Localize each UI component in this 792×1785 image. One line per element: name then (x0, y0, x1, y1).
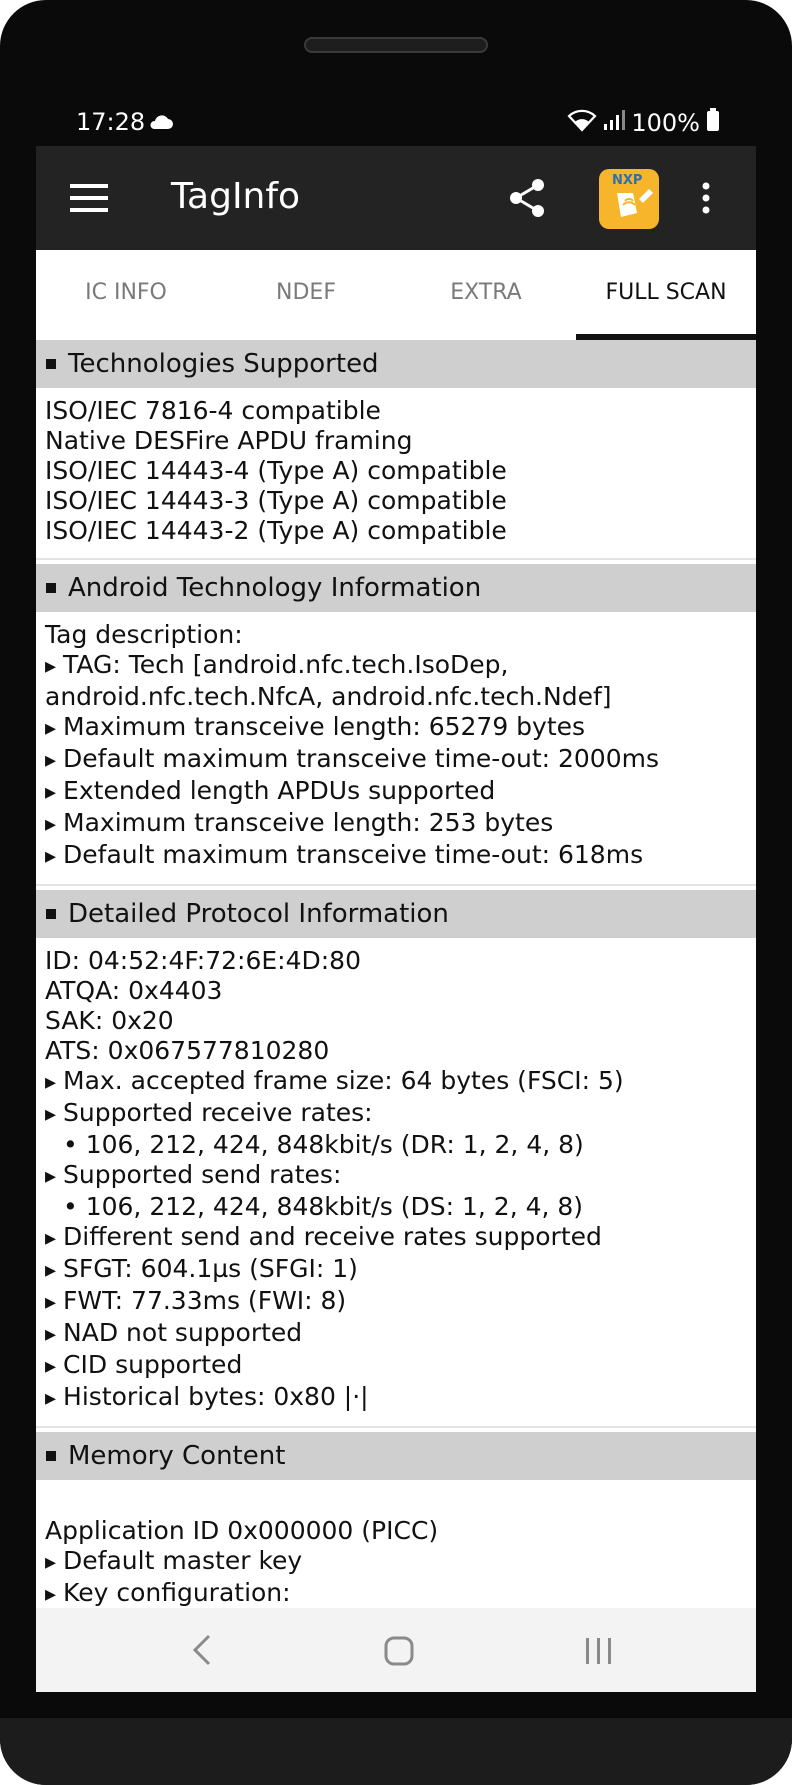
section-title: Android Technology Information (68, 573, 482, 603)
section-header (36, 1432, 756, 1480)
section-body (36, 388, 756, 560)
signal-icon (603, 109, 625, 137)
spacer (45, 1488, 748, 1516)
protocol-frame-size: ▸ Max. accepted frame size: 64 bytes (FSCI: 5) (45, 1066, 748, 1098)
section-header (36, 890, 756, 938)
share-icon[interactable] (508, 178, 546, 222)
protocol-cid: ▸ CID supported (45, 1350, 748, 1382)
section-title: Detailed Protocol Information (68, 899, 449, 929)
nxp-logo[interactable] (599, 169, 659, 229)
section-protocol (36, 890, 756, 1428)
android-item: ▸ Maximum transceive length: 65279 bytes (45, 712, 748, 744)
home-icon[interactable] (384, 1636, 414, 1670)
status-bar (36, 100, 756, 146)
section-title: Technologies Supported (68, 349, 379, 379)
section-title: Memory Content (68, 1441, 286, 1471)
wifi-icon (567, 108, 597, 138)
protocol-nad: ▸ NAD not supported (45, 1318, 748, 1350)
tech-line: Native DESFire APDU framing (45, 426, 413, 455)
protocol-sfgt: ▸ SFGT: 604.1µs (SFGI: 1) (45, 1254, 748, 1286)
section-body (36, 612, 756, 886)
section-header (36, 564, 756, 612)
bullet-square-icon (46, 1451, 56, 1461)
protocol-fwt: ▸ FWT: 77.33ms (FWI: 8) (45, 1286, 748, 1318)
protocol-historical-bytes: ▸ Historical bytes: 0x80 |·| (45, 1382, 748, 1414)
status-time: 17:28 (76, 108, 146, 136)
android-item: ▸ Maximum transceive length: 253 bytes (45, 808, 748, 840)
tab-extra[interactable]: EXTRA (450, 280, 522, 305)
protocol-diff-rates: ▸ Different send and receive rates supported (45, 1222, 748, 1254)
protocol-send-rates: ▸ Supported send rates: (45, 1160, 748, 1192)
system-nav-bar (36, 1608, 756, 1692)
protocol-receive-rates-value: • 106, 212, 424, 848kbit/s (DR: 1, 2, 4, 8) (45, 1130, 748, 1160)
protocol-id: ID: 04:52:4F:72:6E:4D:80 (45, 946, 361, 975)
android-item: ▸ Default maximum transceive time-out: 618ms (45, 840, 748, 872)
protocol-receive-rates: ▸ Supported receive rates: (45, 1098, 748, 1130)
app-title: TagInfo (171, 176, 301, 217)
scan-content[interactable] (36, 340, 756, 1608)
memory-item: ▸ Default master key (45, 1546, 748, 1578)
tech-line: ISO/IEC 7816-4 compatible (45, 396, 381, 425)
android-item: ▸ Default maximum transceive time-out: 2000ms (45, 744, 748, 776)
android-item: ▸ TAG: Tech [android.nfc.tech.IsoDep, android.nfc.tech.NfcA, android.nfc.tech.Ndef] (45, 650, 748, 712)
more-options-icon[interactable] (702, 182, 710, 218)
battery-percent: 100% (631, 109, 700, 137)
bullet-square-icon (46, 359, 56, 369)
protocol-ats: ATS: 0x067577810280 (45, 1036, 330, 1065)
android-item: ▸ Extended length APDUs supported (45, 776, 748, 808)
section-technologies (36, 340, 756, 560)
app-bar (36, 146, 756, 250)
section-memory (36, 1432, 756, 1608)
phone-bottom-bezel (0, 1718, 792, 1785)
section-header (36, 340, 756, 388)
tab-bar (36, 250, 756, 340)
status-icons (567, 108, 720, 138)
speaker-grille (304, 37, 488, 53)
back-icon[interactable] (191, 1634, 213, 1670)
section-body (36, 1480, 756, 1608)
memory-app-id: Application ID 0x000000 (PICC) (45, 1516, 439, 1545)
battery-icon (706, 108, 720, 138)
tab-ic-info[interactable]: IC INFO (85, 280, 167, 305)
protocol-atqa: ATQA: 0x4403 (45, 976, 223, 1005)
section-android (36, 564, 756, 886)
protocol-sak: SAK: 0x20 (45, 1006, 174, 1035)
bullet-square-icon (46, 909, 56, 919)
section-body (36, 938, 756, 1428)
tag-description-label: Tag description: (45, 620, 243, 649)
tech-line: ISO/IEC 14443-4 (Type A) compatible (45, 456, 507, 485)
memory-item: ▸ Key configuration: (45, 1578, 748, 1608)
tech-line: ISO/IEC 14443-3 (Type A) compatible (45, 486, 507, 515)
app-screen (36, 146, 756, 1692)
tab-ndef[interactable]: NDEF (276, 280, 336, 305)
tech-line: ISO/IEC 14443-2 (Type A) compatible (45, 516, 507, 545)
bullet-square-icon (46, 583, 56, 593)
protocol-send-rates-value: • 106, 212, 424, 848kbit/s (DS: 1, 2, 4, 8) (45, 1192, 748, 1222)
tab-full-scan[interactable]: FULL SCAN (576, 250, 756, 340)
menu-icon[interactable] (70, 184, 108, 216)
cloud-icon (148, 110, 174, 138)
nxp-logo-text: NXP (612, 173, 643, 188)
recent-apps-icon[interactable] (584, 1636, 614, 1670)
